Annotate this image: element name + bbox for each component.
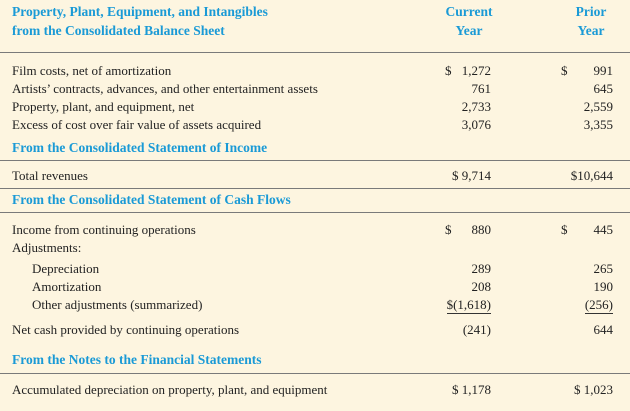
row-label: Artists’ contracts, advances, and other entertainment assets xyxy=(12,81,318,96)
prior-value: 645 xyxy=(593,81,613,96)
current-value: 761 xyxy=(471,81,491,96)
row-label: Net cash provided by continuing operations xyxy=(12,322,240,337)
current-value: $(1,618) xyxy=(446,297,491,312)
divider xyxy=(0,212,630,213)
income-statement-heading: From the Consolidated Statement of Income xyxy=(12,140,268,155)
prior-year-header-line2: Year xyxy=(577,23,605,38)
prior-year-header-line1: Prior xyxy=(575,4,607,19)
prior-value: $10,644 xyxy=(570,168,613,183)
row-label: Other adjustments (summarized) xyxy=(32,297,203,312)
current-value: 3,076 xyxy=(461,117,491,132)
current-value: $ 9,714 xyxy=(452,168,491,183)
prior-value: 265 xyxy=(593,261,613,276)
prior-value: 644 xyxy=(593,322,613,337)
current-year-header-line1: Current xyxy=(445,4,493,19)
current-value: 208 xyxy=(471,279,491,294)
current-value: 289 xyxy=(471,261,491,276)
prior-value: (256) xyxy=(584,297,613,312)
divider xyxy=(0,373,630,374)
divider xyxy=(0,160,630,161)
current-dollar-sign: $ xyxy=(445,222,452,237)
prior-value: 3,355 xyxy=(583,117,613,132)
row-label: Amortization xyxy=(32,279,102,294)
prior-value: 190 xyxy=(593,279,613,294)
current-value: $ 1,178 xyxy=(452,382,491,397)
row-label: Adjustments: xyxy=(12,240,82,255)
prior-dollar-sign: $ xyxy=(561,222,568,237)
row-label: Depreciation xyxy=(32,261,100,276)
prior-value: 991 xyxy=(593,63,613,78)
current-value: 1,272 xyxy=(461,63,491,78)
section-title-line2: from the Consolidated Balance Sheet xyxy=(12,23,225,38)
row-label: Property, plant, and equipment, net xyxy=(12,99,195,114)
prior-dollar-sign: $ xyxy=(561,63,568,78)
prior-value: $ 1,023 xyxy=(574,382,613,397)
current-value: 880 xyxy=(471,222,491,237)
current-value: (241) xyxy=(462,322,491,337)
current-dollar-sign: $ xyxy=(445,63,452,78)
section-title-line1: Property, Plant, Equipment, and Intangibles xyxy=(12,4,268,19)
prior-value: 445 xyxy=(593,222,613,237)
row-label: Film costs, net of amortization xyxy=(12,63,172,78)
header-divider xyxy=(0,52,630,53)
row-label: Total revenues xyxy=(12,168,88,183)
divider xyxy=(0,188,630,189)
current-year-header-line2: Year xyxy=(455,23,483,38)
row-label: Income from continuing operations xyxy=(12,222,196,237)
row-label: Excess of cost over fair value of assets acquired xyxy=(12,117,262,132)
cash-flow-heading: From the Consolidated Statement of Cash Flows xyxy=(12,192,291,207)
row-label: Accumulated depreciation on property, plant, and equipment xyxy=(12,382,328,397)
notes-heading: From the Notes to the Financial Statements xyxy=(12,352,262,367)
prior-value: 2,559 xyxy=(583,99,613,114)
current-value: 2,733 xyxy=(461,99,491,114)
